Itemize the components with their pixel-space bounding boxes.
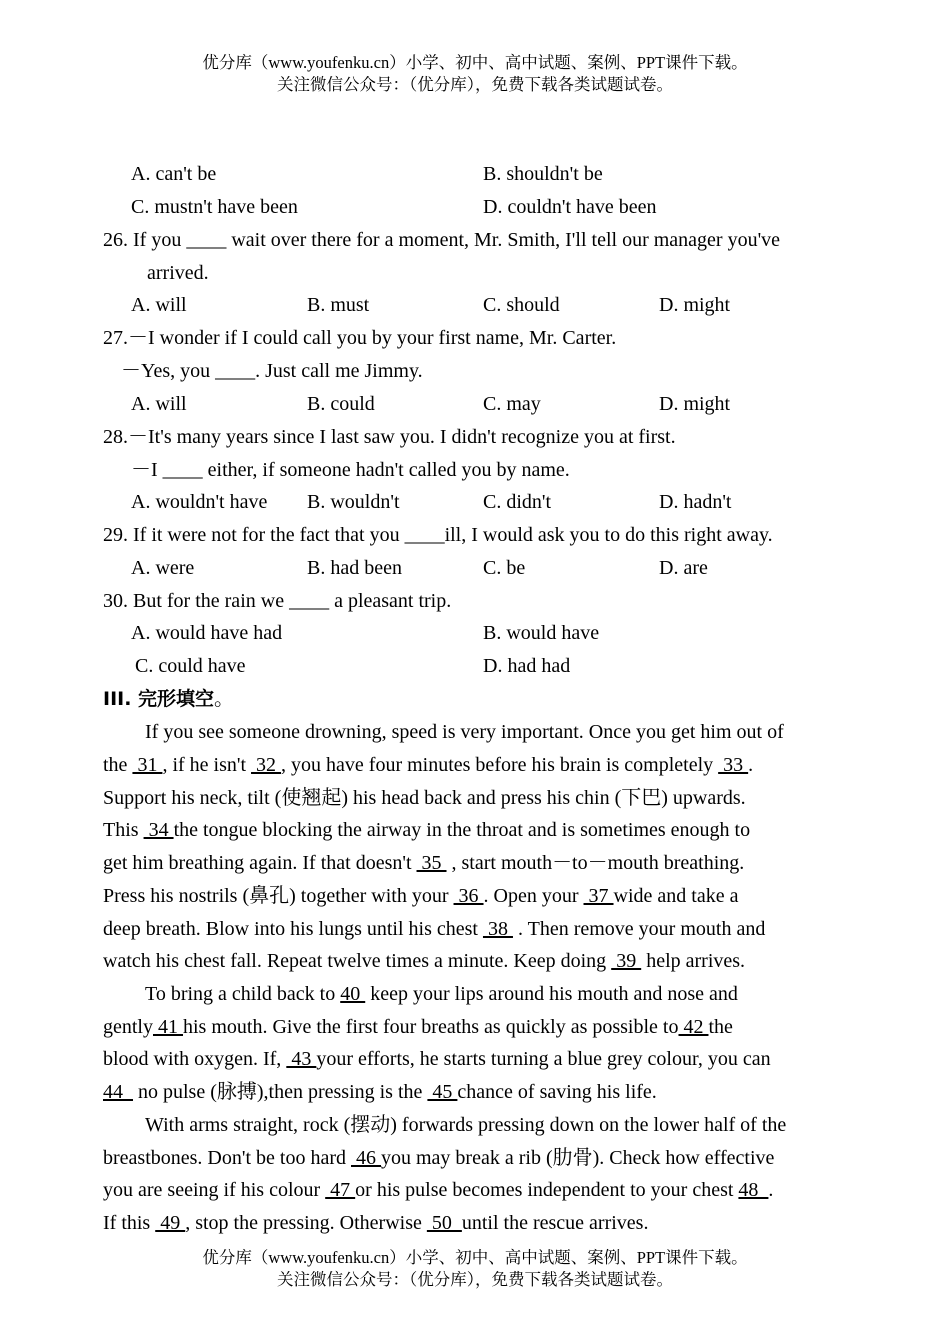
q27-option-c: C. may — [483, 393, 541, 415]
blank-34: 34 — [143, 819, 174, 841]
q27-option-b: B. could — [307, 393, 375, 415]
q30-option-d: D. had had — [483, 655, 571, 677]
blank-42: 42 — [678, 1016, 709, 1038]
q28-option-b: B. wouldn't — [307, 491, 400, 513]
q25-option-b: B. shouldn't be — [483, 163, 603, 185]
passage-line: gently 41 his mouth. Give the first four breaths as quickly as possible to 42 the — [103, 1016, 733, 1038]
passage-line: watch his chest fall. Repeat twelve times a minute. Keep doing 39 help arrives. — [103, 950, 746, 972]
q30-option-c: C. could have — [135, 655, 246, 677]
blank-48: 48 — [738, 1179, 769, 1201]
q27-stem-reply: －Yes, you ____. Just call me Jimmy. — [121, 360, 423, 382]
q30-option-a: A. would have had — [131, 622, 283, 644]
q27-option-d: D. might — [659, 393, 731, 415]
blank-33: 33 — [718, 754, 749, 776]
q26-option-d: D. might — [659, 294, 731, 316]
blank-46: 46 — [351, 1147, 381, 1169]
blank-37: 37 — [583, 885, 614, 907]
q26-stem: 26. If you ____ wait over there for a moment, Mr. Smith, I'll tell our manager you've — [103, 229, 781, 251]
passage-line: If this 49 , stop the pressing. Otherwise 50 until the rescue arrives. — [103, 1212, 649, 1234]
blank-39: 39 — [611, 950, 642, 972]
q26-stem-cont: arrived. — [147, 262, 209, 284]
passage-line: If you see someone drowning, speed is very important. Once you get him out of — [145, 721, 784, 743]
q29-stem: 29. If it were not for the fact that you ____ill, I would ask you to do this right away. — [103, 524, 773, 546]
blank-41: 41 — [153, 1016, 183, 1038]
section-title: III. 完形填空 — [103, 688, 215, 710]
blank-38: 38 — [482, 918, 513, 940]
passage-line: deep breath. Blow into his lungs until his chest 38 . Then remove your mouth and — [103, 918, 766, 940]
q30-stem: 30. But for the rain we ____ a pleasant trip. — [103, 590, 452, 612]
passage-line: get him breathing again. If that doesn't 35 , start mouth－to－mouth breathing. — [103, 852, 745, 874]
q28-option-a: A. wouldn't have — [131, 491, 268, 513]
q26-option-b: B. must — [307, 294, 370, 316]
passage-line: the 31 , if he isn't 32 , you have four minutes before his brain is completely 33 . — [103, 754, 754, 776]
footer-line-2: 关注微信公众号：（优分库），免费下载各类试题试卷。 — [277, 1270, 673, 1289]
q28-stem: 28.－It's many years since I last saw you. I didn't recognize you at first. — [103, 426, 676, 448]
q27-stem: 27.－I wonder if I could call you by your first name, Mr. Carter. — [103, 327, 617, 349]
blank-47: 47 — [325, 1179, 356, 1201]
q26-option-a: A. will — [131, 294, 187, 316]
passage-line: To bring a child back to 40 keep your lips around his mouth and nose and — [145, 983, 738, 1005]
passage-line: Support his neck, tilt (使翘起) his head back and press his chin (下巴) upwards. — [103, 787, 746, 809]
passage-line: This 34 the tongue blocking the airway in the throat and is sometimes enough to — [103, 819, 751, 841]
passage-line: blood with oxygen. If, 43 your efforts, he starts turning a blue grey colour, you can — [103, 1048, 771, 1070]
blank-44: 44 — [103, 1081, 133, 1103]
q25-option-a: A. can't be — [131, 163, 217, 185]
section-punct: 。 — [214, 688, 235, 710]
blank-43: 43 — [286, 1048, 317, 1070]
passage-line: breastbones. Don't be too hard 46 you may break a rib (肋骨). Check how effective — [103, 1147, 775, 1169]
blank-32: 32 — [251, 754, 282, 776]
blank-49: 49 — [155, 1212, 186, 1234]
blank-31: 31 — [132, 754, 163, 776]
blank-40: 40 — [340, 983, 366, 1005]
q26-option-c: C. should — [483, 294, 560, 316]
passage-line: 44 no pulse (脉搏),then pressing is the 45 chance of saving his life. — [103, 1081, 657, 1103]
q28-option-c: C. didn't — [483, 491, 552, 513]
blank-50: 50 — [426, 1212, 462, 1234]
q29-option-c: C. be — [483, 557, 526, 579]
q27-option-a: A. will — [131, 393, 187, 415]
passage-line: Press his nostrils (鼻孔) together with your 36 . Open your 37 wide and take a — [103, 885, 739, 907]
footer-line-1: 优分库（www.youfenku.cn）小学、初中、高中试题、案例、PPT课件下载。 — [202, 1248, 748, 1267]
header-line-1: 优分库（www.youfenku.cn）小学、初中、高中试题、案例、PPT课件下载。 — [202, 53, 748, 72]
q29-option-b: B. had been — [307, 557, 402, 579]
q30-option-b: B. would have — [483, 622, 600, 644]
q25-option-c: C. mustn't have been — [131, 196, 298, 218]
section-heading — [103, 686, 234, 712]
q25-option-d: D. couldn't have been — [483, 196, 657, 218]
blank-45: 45 — [427, 1081, 458, 1103]
q29-option-d: D. are — [659, 557, 708, 579]
blank-36: 36 — [453, 885, 484, 907]
q29-option-a: A. were — [131, 557, 195, 579]
q28-option-d: D. hadn't — [659, 491, 732, 513]
blank-35: 35 — [416, 852, 447, 874]
passage-line: you are seeing if his colour 47 or his pulse becomes independent to your chest 48 . — [103, 1179, 774, 1201]
header-line-2: 关注微信公众号：（优分库），免费下载各类试题试卷。 — [277, 75, 673, 94]
passage-line: With arms straight, rock (摆动) forwards pressing down on the lower half of the — [145, 1114, 787, 1136]
q28-stem-reply: －I ____ either, if someone hadn't called you by name. — [131, 459, 570, 481]
